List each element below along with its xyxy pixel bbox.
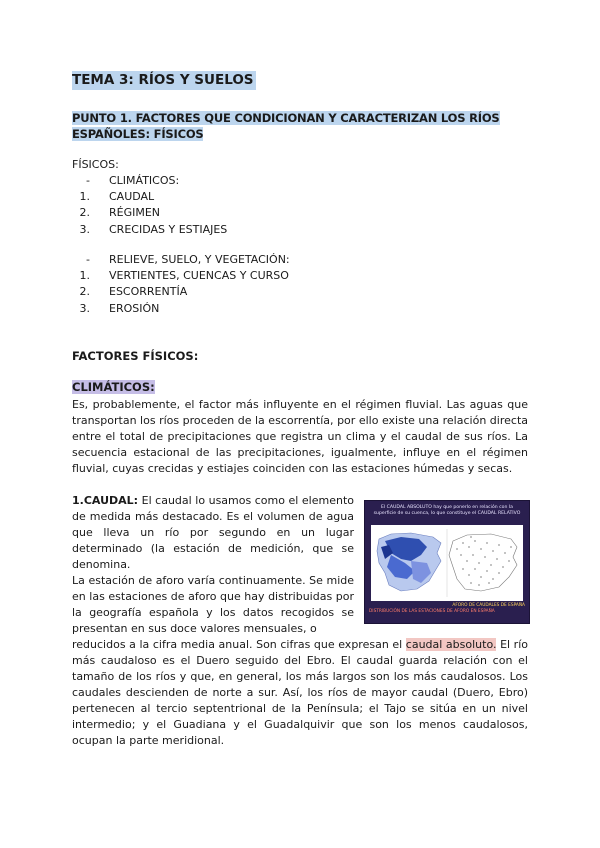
factores-fisicos-heading: FACTORES FÍSICOS: (72, 349, 199, 363)
caudal-absoluto-highlight: caudal absoluto. (405, 638, 497, 651)
punto-line-1: PUNTO 1. FACTORES QUE CONDICIONAN Y CARACTERIZAN LOS RÍOS (72, 111, 500, 125)
caudal-paragraph-bottom: reducidos a la cifra media anual. Son cifras que expresan el caudal absoluto. El río más caudaloso es el Duero seguido del Ebro. El caudal guarda relación con el tamaño de los ríos y que, en general, los más largos son los más caudalosos. Los caudales descienden de norte a sur. Así, los ríos de mayor caudal (Duero, Ebro) pertenecen al tercio septentrional de la Península; el Tajo se sitúa en un nivel intermedio; y el Guadiana y el Guadalquivir que son los menos caudalosos, ocupan la parte meridional. (72, 638, 528, 747)
figure-caption-bottom: DISTRIBUCIÓN DE LAS ESTACIONES DE AFORO EN ESPAÑA (369, 608, 495, 614)
list-item: 2. ESCORRENTÍA (79, 285, 188, 299)
figure-caption-top: El CAUDAL ABSOLUTO hay que ponerlo en relación con la superficie de su cuenca, lo que constituye el CAUDAL RELATIVO (373, 505, 521, 516)
list-item: 3. CRECIDAS Y ESTIAJES (79, 222, 228, 236)
fisicos-label: FÍSICOS: (72, 158, 119, 171)
document-title: TEMA 3: RÍOS Y SUELOS (72, 72, 254, 88)
list-item: 3. EROSIÓN (79, 301, 160, 315)
spain-maps-image (371, 525, 523, 601)
punto-line-2: ESPAÑOLES: FÍSICOS (72, 127, 204, 141)
list-item: - CLIMÁTICOS: (86, 174, 180, 187)
list-item: 2. RÉGIMEN (79, 206, 161, 220)
climaticos-heading: CLIMÁTICOS: (72, 380, 155, 394)
list-climaticos (72, 173, 227, 238)
list-item: - RELIEVE, SUELO, Y VEGETACIÓN: (86, 253, 290, 266)
list-item: 1. VERTIENTES, CUENCAS Y CURSO (79, 269, 289, 283)
caudal-figure (364, 500, 530, 624)
list-relieve (72, 252, 290, 317)
figure-caption-right: AFORO DE CAUDALES DE ESPAÑA (452, 603, 525, 608)
section-heading-punto-1 (72, 110, 512, 142)
list-item: 1. CAUDAL (79, 190, 155, 204)
caudal-heading: 1.CAUDAL: (72, 494, 139, 507)
caudal-paragraph-top: 1.CAUDAL: El caudal lo usamos como el elemento de medida más destacado. Es el volumen de agua que lleva un río por segundo en un lugar determinado (la estación de medición, que se denomina. La estación de aforo varía continuamente. Se mide en las estaciones de aforo que hay distribuidas por la geografía española y los datos recogidos se presentan en sus doce valores mensuales, o (72, 494, 354, 635)
climaticos-paragraph: Es, probablemente, el factor más influyente en el régimen fluvial. Las aguas que transportan los ríos proceden de la escorrentía, por ello existe una relación directa entre el total de precipitaciones que registra un clima y el caudal de sus ríos. La secuencia estacional de las precipitaciones, igualmente, influye en el régimen fluvial, cuyas crecidas y estiajes coinciden con las estaciones húmedas y secas. (72, 398, 528, 475)
